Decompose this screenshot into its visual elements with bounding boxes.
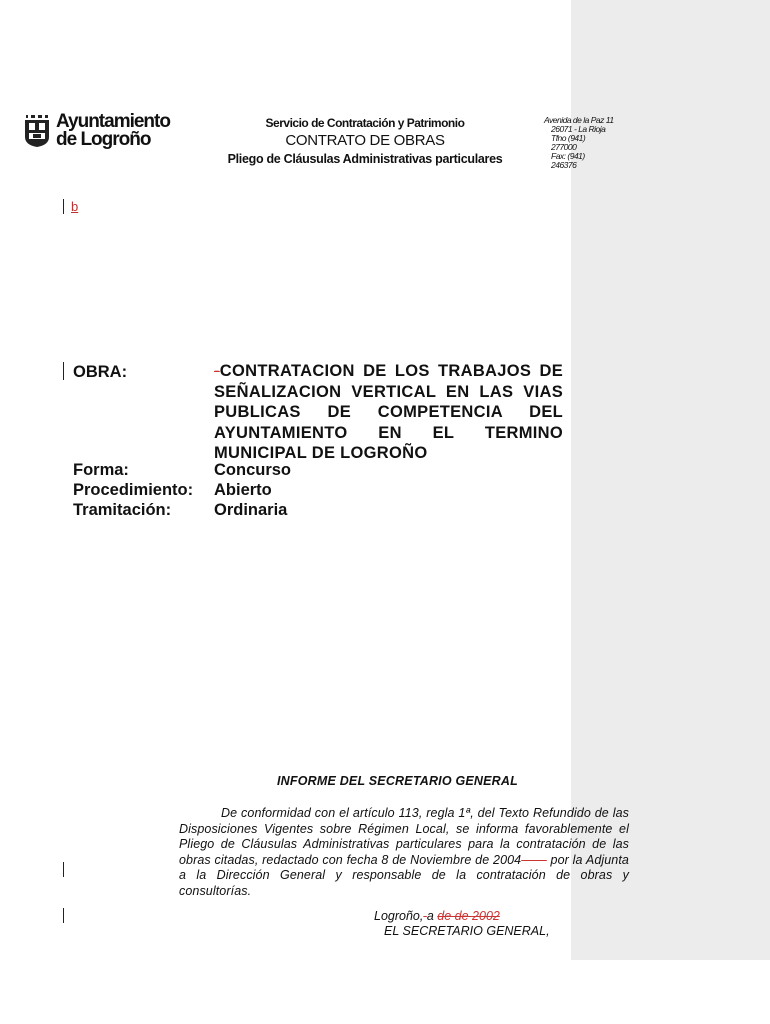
informe-text: por la Adjunta a la Dirección General y responsable de la contratación de obras y consultorías.: [179, 852, 629, 898]
deleted-text: de de 2002: [437, 909, 500, 923]
address-line: Avenida de la Paz 11: [544, 115, 614, 125]
address-line: 26071 - La Rioja: [551, 124, 606, 134]
signature-date: [374, 909, 500, 923]
service-name: Servicio de Contratación y Patrimonio: [265, 116, 465, 130]
coat-of-arms-icon: [24, 115, 50, 147]
meta-label: Forma:: [73, 461, 129, 479]
meta-label: Tramitación:: [73, 501, 172, 519]
logo-text: [56, 113, 170, 149]
informe-title: INFORME DEL SECRETARIO GENERAL: [277, 774, 518, 788]
change-bar: [63, 199, 64, 214]
meta-forma: [73, 461, 292, 480]
sign-a: a: [426, 909, 438, 923]
signature-title: EL SECRETARIO GENERAL,: [384, 924, 550, 938]
meta-label: Procedimiento:: [73, 481, 194, 499]
meta-tramitacion: [73, 501, 288, 520]
meta-value: Concurso: [214, 461, 292, 479]
obra-text: CONTRATACION DE LOS TRABAJOS DE SEÑALIZACION VERTICAL EN LAS VIAS PUBLICAS DE COMPETENCIA DEL AYUNTAMIENTO EN EL TERMINO MUNICIPAL DE LOGROÑO: [214, 362, 563, 462]
meta-procedimiento: [73, 481, 272, 500]
deleted-text: -: [214, 362, 220, 380]
obra-description: [214, 361, 563, 464]
meta-value: Ordinaria: [214, 501, 288, 519]
logo-line-1: Ayuntamiento: [56, 111, 170, 132]
address-line: Fax: (941): [551, 151, 585, 161]
address-line: 277000: [551, 142, 577, 152]
document-header: [190, 116, 540, 166]
logo-line-2: de Logroño: [56, 129, 151, 150]
logo: [24, 113, 194, 153]
change-bar: [63, 908, 64, 923]
address-block: [544, 116, 624, 170]
address-line: Tfno (941): [551, 133, 586, 143]
meta-value: Abierto: [214, 481, 272, 499]
informe-body: [179, 806, 629, 899]
sign-city: Logroño,: [374, 909, 424, 923]
obra-label: OBRA:: [73, 363, 128, 381]
address-line: 246376: [551, 160, 577, 170]
document-subtitle: Pliego de Cláusulas Administrativas particulares: [227, 152, 503, 166]
document-title: CONTRATO DE OBRAS: [285, 132, 445, 149]
change-bar: [63, 362, 64, 380]
revision-mark: b: [71, 199, 79, 214]
deleted-text: ------: [521, 852, 547, 867]
informe-text: De conformidad con el artículo 113, regla 1ª, del Texto Refundido de las Disposiciones Vigentes sobre Régimen Local, se informa favorablemente el Pliego de Cláusulas Administrativas particulares para la contratación de las obras citadas, redactado con fecha 8 de Noviembre de 2004: [179, 806, 629, 867]
change-bar: [63, 862, 64, 877]
